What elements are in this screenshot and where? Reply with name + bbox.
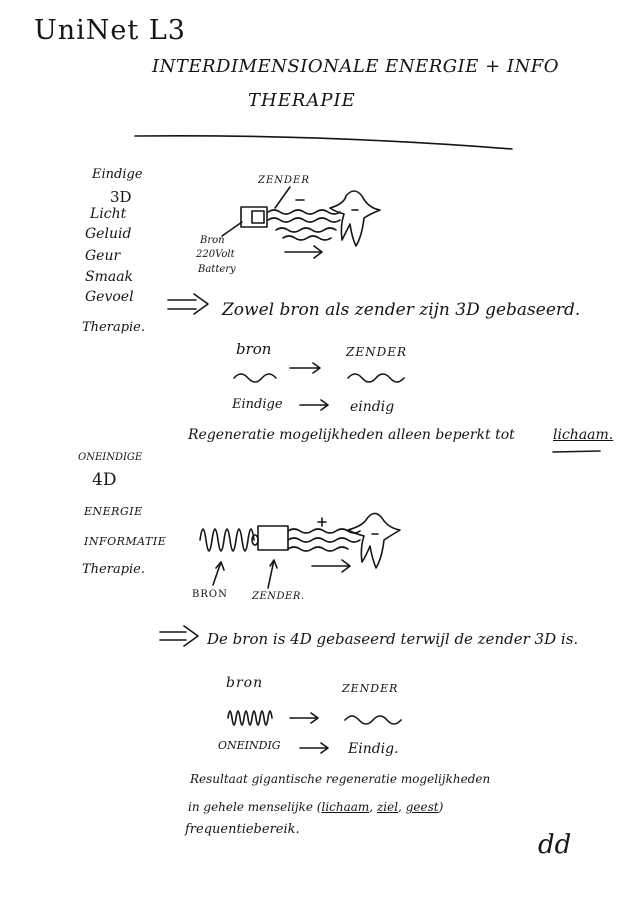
regeneratie-3d: Regeneratie mogelijkheden alleen beperkt tot — [188, 427, 515, 443]
resultaat-line2: in gehele menselijke (lichaam, ziel, geest) — [188, 800, 444, 814]
implies-arrow-4d-icon — [160, 626, 198, 646]
regeneratie-3d-lichaam: lichaam. — [553, 427, 614, 443]
compare-coil-bron-4d — [228, 711, 272, 725]
resultaat-geest: geest — [405, 800, 439, 814]
resultaat-prefix: in gehele menselijke ( — [188, 800, 322, 814]
label-battery-3d: Battery — [198, 264, 236, 275]
wave-3d-2 — [268, 218, 340, 222]
compare-zender-3d: ZENDER — [346, 345, 408, 359]
list-3d: 3D — [110, 188, 132, 206]
list-energie: ENERGIE — [84, 505, 143, 518]
resultaat-line1: Resultaat gigantische regeneratie mogelijkheden — [190, 772, 491, 786]
list-smaak: Smaak — [85, 269, 134, 285]
wave-3d-3 — [276, 228, 336, 232]
header-rule — [135, 136, 512, 149]
compare-wave-zender-4d — [345, 716, 401, 724]
source-battery-inner-icon — [252, 211, 264, 223]
document-code: UniNet L3 — [34, 15, 186, 46]
label-bron-4d: BRON — [192, 589, 228, 600]
body-figure-4d-icon — [348, 513, 400, 568]
list-oneindige: ONEINDIGE — [78, 452, 143, 463]
list-informatie: INFORMATIE — [84, 535, 167, 548]
list-4d: 4D — [92, 470, 117, 490]
document-title: INTERDIMENSIONALE ENERGIE + INFO — [152, 56, 560, 77]
compare-arrow-4d — [290, 713, 318, 723]
conclusion-4d: De bron is 4D gebaseerd terwijl de zender 3D is. — [207, 630, 579, 648]
compare-bron-3d: bron — [236, 340, 272, 358]
list-geluid: Geluid — [85, 226, 132, 242]
compare-wave-bron-3d — [234, 374, 276, 382]
resultaat-lichaam: lichaam — [321, 800, 370, 814]
label-bron-3d: Bron — [200, 235, 225, 246]
compare-wave-zender-3d — [348, 374, 404, 382]
bron-arrow-4d — [213, 562, 224, 585]
compare-bron-4d: bron — [226, 675, 264, 691]
compare-arrow-4d-2 — [300, 743, 328, 753]
source-battery-icon — [241, 207, 267, 227]
wave-4d-3 — [288, 547, 348, 551]
conclusion-3d: Zowel bron als zender zijn 3D gebaseerd. — [222, 300, 581, 320]
zender-arrow-4d — [268, 560, 277, 588]
flow-arrow-3d — [285, 246, 322, 258]
zender-box-4d-icon — [258, 526, 288, 550]
zender-arrow-3d — [275, 187, 290, 208]
compare-eindig-3d: eindig — [350, 399, 395, 415]
compare-arrow-3d-2 — [300, 400, 328, 410]
resultaat-ziel: ziel — [376, 800, 399, 814]
list-geur: Geur — [85, 248, 121, 264]
lichaam-underline — [553, 451, 600, 452]
document-subtitle: THERAPIE — [248, 90, 356, 111]
compare-oneindig-4d: ONEINDIG — [218, 739, 281, 752]
list-therapie-4d: Therapie. — [82, 562, 146, 577]
compare-arrow-3d — [290, 363, 320, 373]
label-zender-3d: ZENDER — [258, 175, 310, 186]
label-zender-4d: ZENDER. — [252, 591, 305, 602]
compare-zender-4d: ZENDER — [342, 682, 399, 695]
resultaat-line3: frequentiebereik. — [185, 822, 300, 837]
implies-arrow-3d-icon — [168, 294, 208, 314]
label-volt-3d: 220Volt — [196, 249, 235, 260]
signature: dd — [538, 830, 572, 860]
flow-arrow-4d — [312, 560, 350, 572]
compare-eindige-3d: Eindige — [232, 397, 283, 412]
body-figure-3d-icon — [330, 191, 380, 246]
bron-arrow-3d — [222, 222, 242, 236]
coil-4d-icon — [200, 529, 254, 551]
wave-3d-4 — [283, 236, 331, 240]
list-gevoel: Gevoel — [85, 289, 134, 305]
list-eindige: Eindige — [92, 167, 143, 182]
list-therapie: Therapie. — [82, 320, 146, 335]
list-licht: Licht — [90, 206, 127, 222]
wave-4d-2 — [288, 538, 360, 542]
compare-eindig-4d: Eindig. — [348, 741, 399, 757]
coil-end-4d-icon — [252, 535, 258, 545]
wave-3d-1 — [268, 210, 340, 214]
